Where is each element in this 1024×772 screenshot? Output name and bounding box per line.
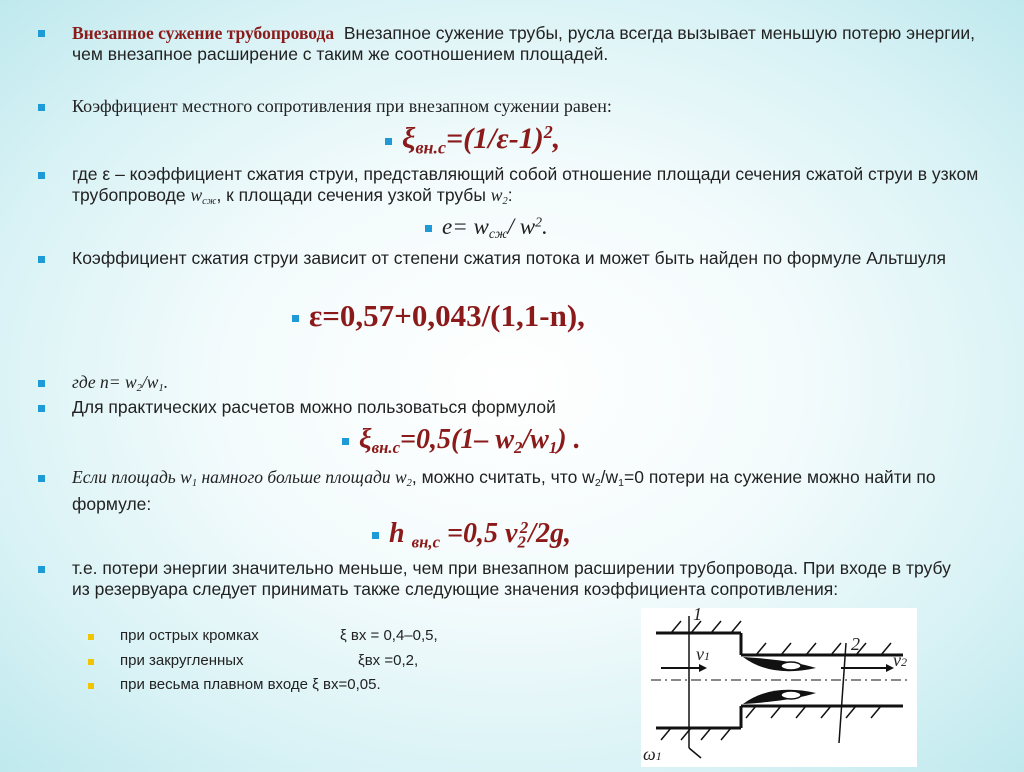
formula-part: =(1/ε-1) <box>446 122 544 155</box>
list-item-label: при острых кромках <box>120 627 259 644</box>
formula-head-loss <box>372 518 571 552</box>
formula-part: 1 <box>191 478 198 490</box>
formula-part: 1 <box>158 383 164 395</box>
velocity-v: v <box>893 650 901 670</box>
formula-part: 2 <box>502 196 508 208</box>
list-item-value: ξ вх = 0,4–0,5, <box>340 627 438 644</box>
formula-practical <box>342 424 581 458</box>
paragraph-text: , можно считать, что w <box>411 467 595 487</box>
formula-part: где n= w <box>72 372 137 392</box>
formula-part: 2 <box>543 122 553 143</box>
formula-xi <box>385 122 560 158</box>
list-item <box>120 627 438 645</box>
velocity-sub: 1 <box>704 649 710 663</box>
paragraph-text: /w <box>600 467 619 487</box>
formula-part: /w <box>522 424 549 455</box>
bullet <box>38 172 45 179</box>
formula-part: ξ <box>402 122 416 155</box>
paragraph-text: т.е. потери энергии значительно меньше, чем при внезапном расширении трубопровода. При входе в трубу из резервуара следует принимать также следующие значения коэффициента сопротивления: <box>72 558 951 599</box>
paragraph-text: Если площадь w <box>72 467 192 487</box>
formula-e <box>425 214 548 242</box>
formula-part: 2 <box>519 518 529 537</box>
formula-part: ξ <box>359 424 372 455</box>
area-label <box>643 744 662 765</box>
bullet <box>342 438 349 445</box>
list-item-label: при весьма плавном входе <box>120 676 308 693</box>
list-item-label: при закругленных <box>120 652 244 669</box>
omega-sub: 1 <box>655 749 662 763</box>
formula-part: вн,с <box>411 532 441 552</box>
pipe-contraction-diagram <box>641 604 917 767</box>
formula-part: /w <box>141 372 159 392</box>
formula-part: 2 <box>594 477 601 490</box>
paragraph-text: Для практических расчетов можно пользоваться формулой <box>72 397 556 417</box>
formula-part: ) . <box>557 424 581 455</box>
bullet <box>38 104 45 111</box>
formula-part: =0,5 v <box>440 518 518 550</box>
formula-part: / w <box>507 214 536 239</box>
formula-part: w <box>190 185 203 205</box>
formula-part: , <box>552 122 561 155</box>
bullet <box>88 659 94 665</box>
formula-part: h <box>389 518 412 550</box>
bullet <box>38 30 45 37</box>
formula-altshul <box>292 298 585 334</box>
formula-part: 2 <box>535 214 542 230</box>
formula-part: сж <box>488 226 508 242</box>
formula-part: ε=0,57+0,043/(1,1-n), <box>309 298 585 333</box>
paragraph-contraction-coef <box>72 164 984 212</box>
bullet <box>88 634 94 640</box>
paragraph-altshul <box>72 248 984 269</box>
paragraph-text: Коэффициент сжатия струи зависит от степени сжатия потока и может быть найден по формуле Альтшуля <box>72 248 946 268</box>
paragraph-text: где ε – коэффициент сжатия струи, представляющий собой отношение площади сечения сжатой струи в узком трубопроводе <box>72 164 979 205</box>
bullet <box>38 475 45 482</box>
list-item <box>120 652 418 670</box>
formula-part: вн.с <box>371 438 401 458</box>
paragraph-coefficient <box>72 96 984 117</box>
paragraph-text: намного больше площади w <box>197 467 407 487</box>
formula-part: 2 <box>514 438 523 458</box>
formula-part: /2g, <box>528 518 571 550</box>
paragraph-area-ratio <box>72 467 984 515</box>
formula-part: 2 <box>517 532 526 552</box>
formula-part: =0,5(1– w <box>400 424 515 455</box>
paragraph-entrance <box>72 558 962 600</box>
list-item-value: ξ вх=0,05. <box>312 676 381 693</box>
formula-part: . <box>542 214 548 239</box>
bullet <box>385 138 392 145</box>
bullet <box>88 683 94 689</box>
paragraph-text: =0 потери на сужение можно найти по формуле: <box>72 467 936 515</box>
section-label-2: 2 <box>851 634 860 654</box>
formula-part: сж <box>202 196 217 208</box>
diagram-svg <box>641 608 917 767</box>
heading: Внезапное сужение трубопровода <box>72 23 335 43</box>
bullet <box>38 380 45 387</box>
formula-part: e= w <box>442 214 489 239</box>
bullet <box>425 225 432 232</box>
formula-part: 1 <box>618 477 625 490</box>
velocity-label-2 <box>893 650 907 671</box>
list-item-value: ξвх =0,2, <box>358 652 419 669</box>
formula-part: вн.с <box>415 137 447 158</box>
paragraph-text: Коэффициент местного сопротивления при внезапном сужении равен: <box>72 96 612 116</box>
bullet <box>38 566 45 573</box>
velocity-label-1 <box>696 644 710 665</box>
formula-part: 1 <box>548 438 558 458</box>
formula-part: 2 <box>406 478 412 490</box>
bullet <box>38 256 45 263</box>
section-label-1: 1 <box>693 604 702 624</box>
list-item <box>120 676 381 694</box>
paragraph-practical <box>72 397 984 418</box>
omega-symbol: ω <box>643 744 656 764</box>
formula-part: . <box>163 372 169 392</box>
velocity-v: v <box>696 644 704 664</box>
paragraph-sudden-contraction <box>72 23 984 65</box>
formula-part: w <box>490 185 503 205</box>
bullet <box>372 532 379 539</box>
paragraph-text: Внезапное сужение трубы, русла всегда вызывает меньшую потерю энергии, чем внезапное расширение с таким же соотношением площадей. <box>72 23 976 64</box>
velocity-sub: 2 <box>901 655 907 669</box>
paragraph-text: : <box>507 185 513 205</box>
bullet <box>292 315 299 322</box>
paragraph-text: , к площади сечения узкой трубы <box>216 185 491 205</box>
bullet <box>38 405 45 412</box>
formula-part: 2 <box>136 383 142 395</box>
paragraph-n-definition <box>72 372 984 399</box>
